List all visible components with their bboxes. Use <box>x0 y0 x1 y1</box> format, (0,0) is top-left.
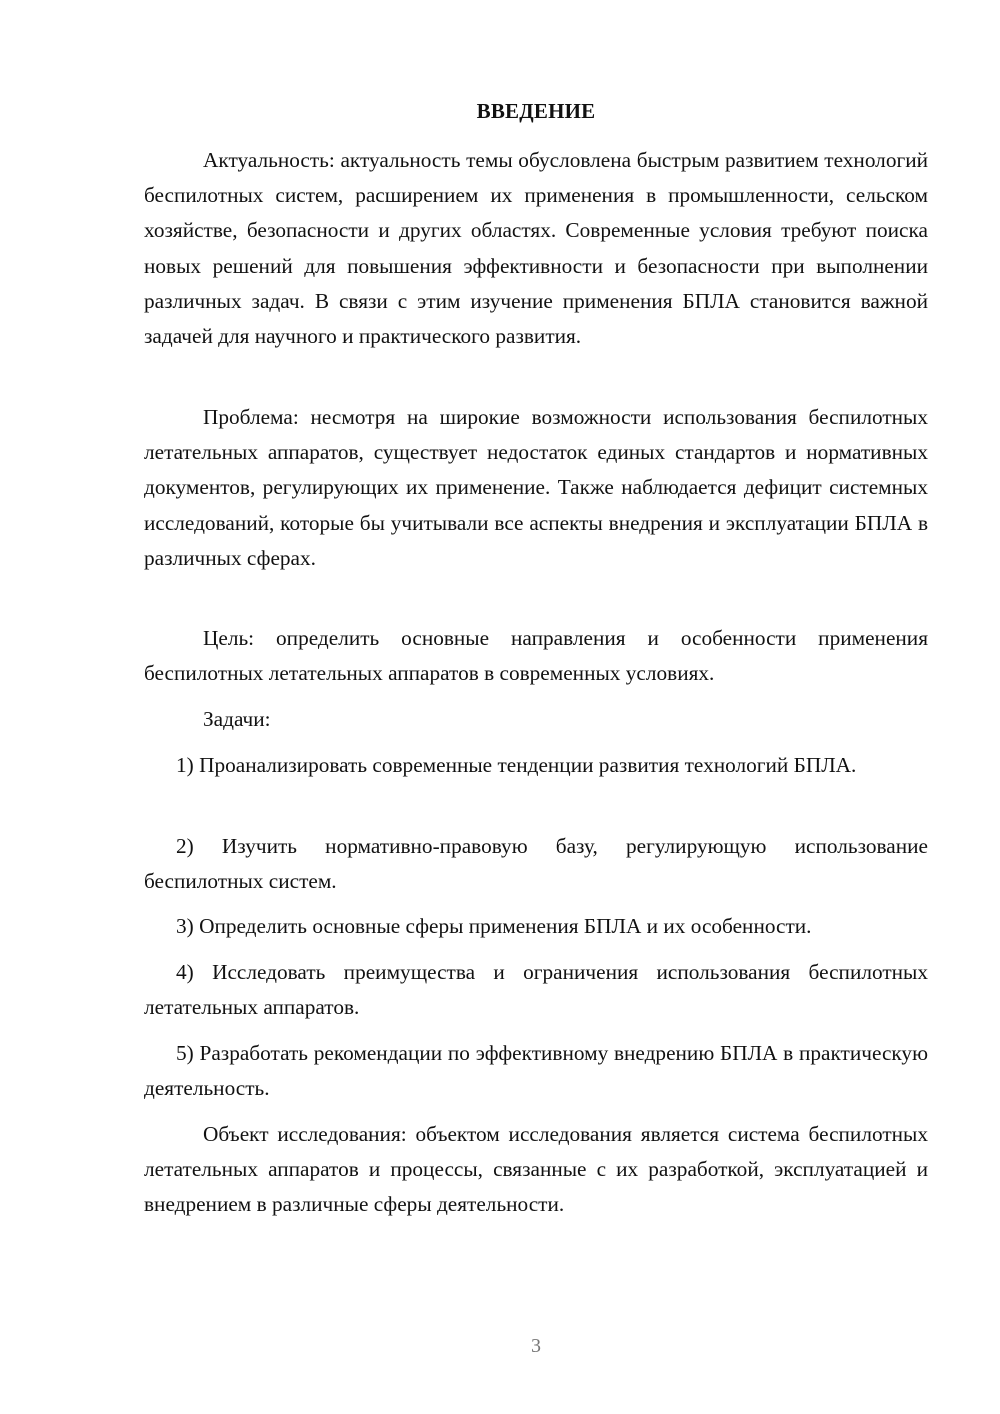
task-item-1: 1) Проанализировать современные тенденции развития технологий БПЛА. <box>176 753 857 777</box>
page-number: 3 <box>531 1335 541 1357</box>
paragraph-problem: Проблема: несмотря на широкие возможности использования беспилотных летательных аппаратов, существует недостаток единых стандартов и нормативных документов, регулирующих их применение. Также наблюдается дефицит системных исследований, которые бы учитывали все аспекты внедрения и эксплуатации БПЛА в различных сферах. <box>144 405 928 570</box>
page-title: ВВЕДЕНИЕ <box>476 99 596 123</box>
paragraph-relevance: Актуальность: актуальность темы обусловлена быстрым развитием технологий беспилотных систем, расширением их применения в промышленности, сельском хозяйстве, безопасности и других областях. Современные условия требуют поиска новых решений для повышения эффективности и безопасности при выполнении различных задач. В связи с этим изучение применения БПЛА становится важной задачей для научного и практического развития. <box>144 148 928 349</box>
task-item-3: 3) Определить основные сферы применения БПЛА и их особенности. <box>176 914 812 938</box>
task-item-2: 2) Изучить нормативно-правовую базу, регулирующую использование беспилотных систем. <box>144 834 928 894</box>
task-item-4: 4) Исследовать преимущества и ограничения использования беспилотных летательных аппаратов. <box>144 960 928 1020</box>
paragraph-tasks-label: Задачи: <box>203 707 271 731</box>
paragraph-goal: Цель: определить основные направления и особенности применения беспилотных летательных аппаратов в современных условиях. <box>144 626 928 686</box>
paragraph-object: Объект исследования: объектом исследования является система беспилотных летательных аппаратов и процессы, связанные с их разработкой, эксплуатацией и внедрением в различные сферы деятельности. <box>144 1122 928 1217</box>
task-item-5: 5) Разработать рекомендации по эффективному внедрению БПЛА в практическую деятельность. <box>144 1041 928 1101</box>
